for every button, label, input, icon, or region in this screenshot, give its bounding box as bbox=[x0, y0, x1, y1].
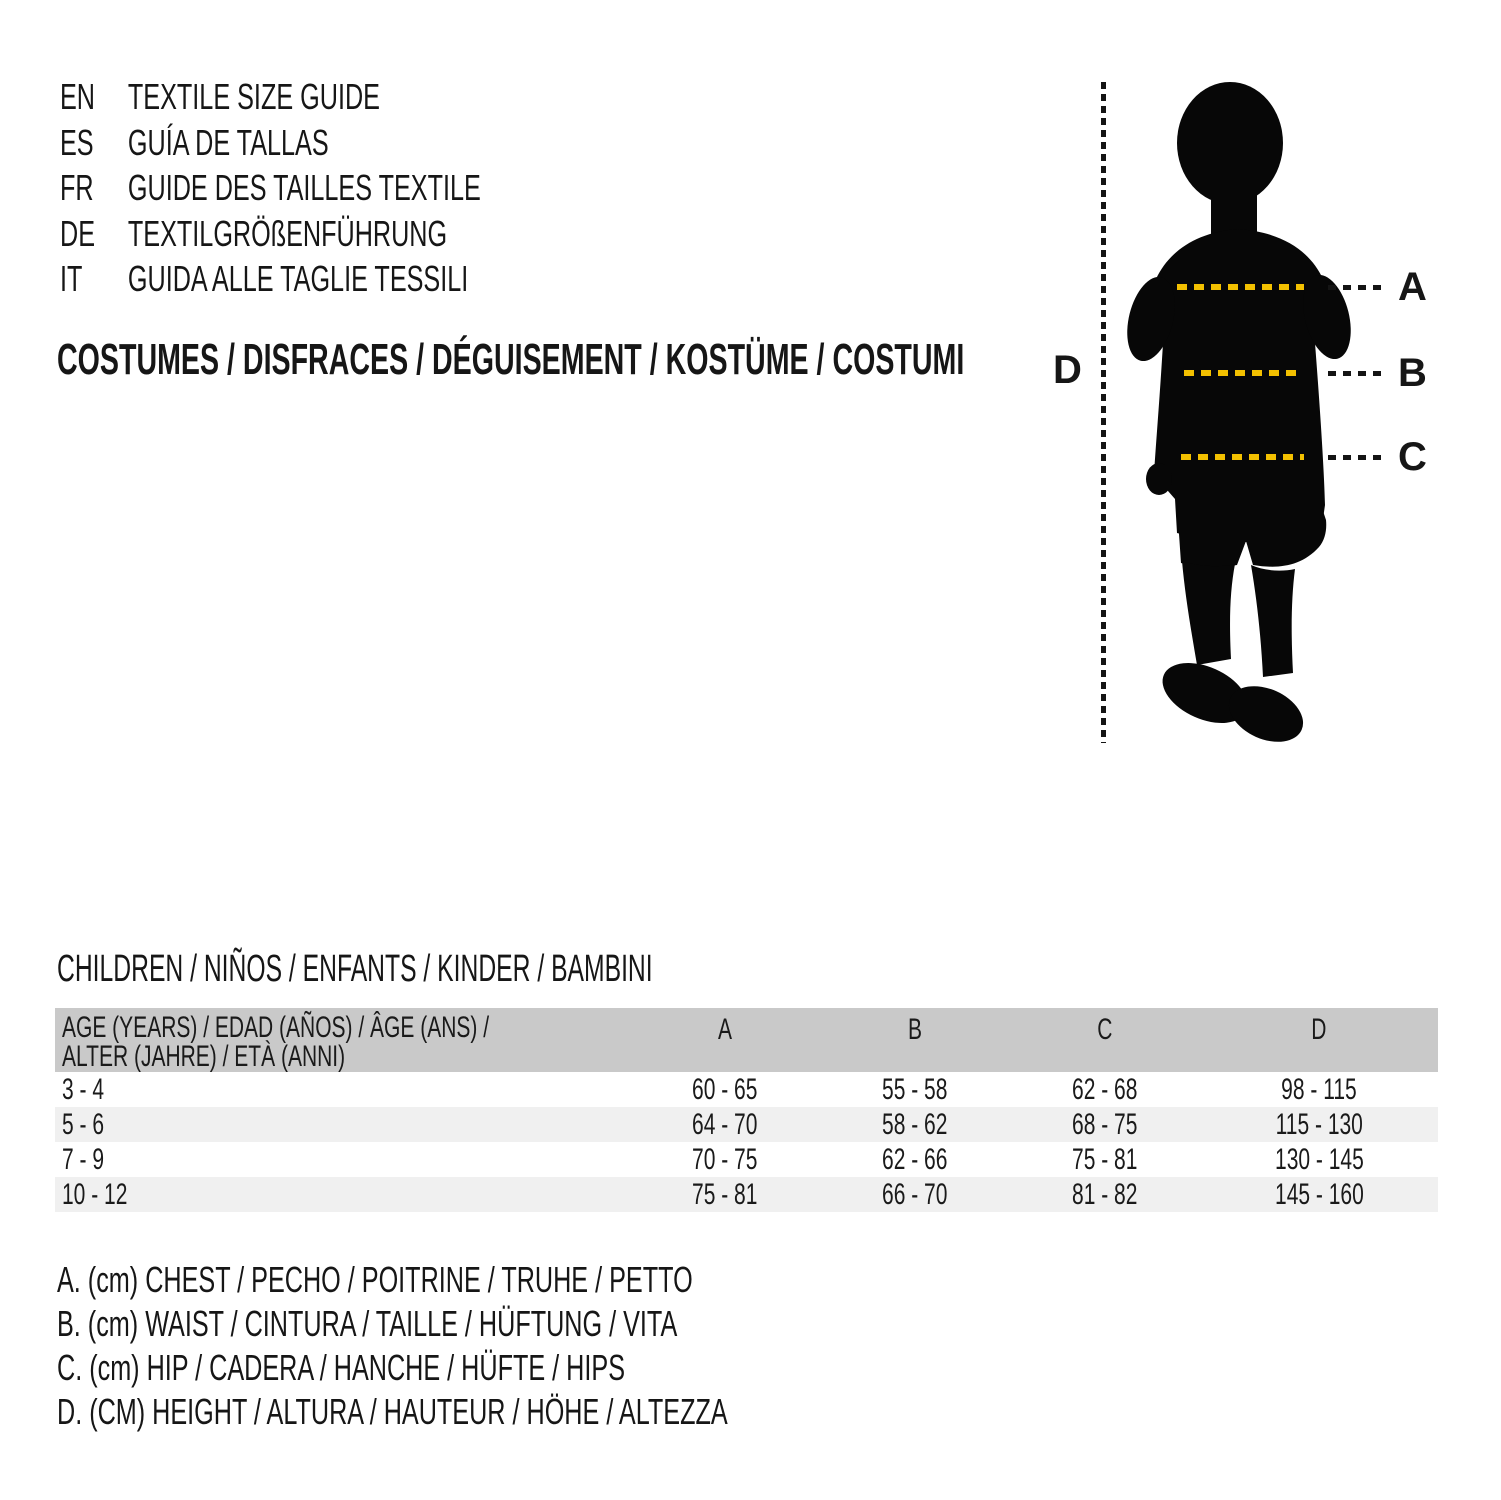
silhouette-shorts bbox=[1177, 505, 1326, 567]
language-label: GUÍA DE TALLAS bbox=[127, 121, 329, 163]
chest-cell: 60 - 65 bbox=[692, 1072, 758, 1106]
height-cell: 145 - 160 bbox=[1274, 1177, 1364, 1211]
age-column-header: AGE (YEARS) / EDAD (AÑOS) / ÂGE (ANS) / ALTER (JAHRE) / ETÀ (ANNI) bbox=[62, 1011, 490, 1073]
silhouette-torso bbox=[1142, 229, 1337, 542]
chest-cell: 75 - 81 bbox=[692, 1177, 758, 1211]
legend-item-hip: C. (cm) HIP / CADERA / HANCHE / HÜFTE / HIPS bbox=[57, 1347, 626, 1388]
legend-item-waist: B. (cm) WAIST / CINTURA / TAILLE / HÜFTUNG / VITA bbox=[57, 1303, 678, 1344]
language-code: IT bbox=[60, 258, 83, 299]
language-code: EN bbox=[60, 76, 96, 117]
column-header-a: A bbox=[717, 1013, 732, 1046]
age-cell: 10 - 12 bbox=[62, 1177, 128, 1211]
silhouette-head bbox=[1177, 82, 1283, 204]
chest-connector-line bbox=[1328, 285, 1386, 290]
hip-cell: 81 - 82 bbox=[1072, 1177, 1138, 1211]
hip-label-c: C bbox=[1398, 435, 1427, 479]
height-cell: 98 - 115 bbox=[1281, 1072, 1357, 1106]
hip-measure-line bbox=[1181, 454, 1304, 460]
language-label: GUIDA ALLE TAGLIE TESSILI bbox=[127, 258, 469, 299]
table-row bbox=[55, 1072, 1438, 1107]
age-cell: 7 - 9 bbox=[62, 1142, 105, 1176]
column-header-b: B bbox=[907, 1013, 922, 1046]
chest-measure-line bbox=[1177, 284, 1304, 290]
hip-connector-line bbox=[1328, 455, 1386, 460]
waist-label-b: B bbox=[1398, 351, 1427, 395]
waist-measure-line bbox=[1184, 370, 1298, 376]
chest-label-a: A bbox=[1398, 265, 1427, 309]
height-label-d: D bbox=[1053, 348, 1082, 392]
chest-cell: 70 - 75 bbox=[692, 1142, 758, 1176]
language-row bbox=[60, 211, 661, 257]
waist-cell: 66 - 70 bbox=[882, 1177, 948, 1211]
language-code: DE bbox=[60, 212, 96, 254]
hip-cell: 68 - 75 bbox=[1072, 1107, 1138, 1141]
child-silhouette-image bbox=[1125, 75, 1355, 747]
language-label: TEXTILGRÖßENFÜHRUNG bbox=[127, 212, 448, 254]
language-label: TEXTILE SIZE GUIDE bbox=[127, 76, 380, 117]
language-label: GUIDE DES TAILLES TEXTILE bbox=[127, 167, 481, 208]
height-dotted-line bbox=[1101, 82, 1106, 743]
children-size-table bbox=[55, 1008, 1438, 1212]
table-header-row bbox=[55, 1008, 1438, 1072]
waist-cell: 62 - 66 bbox=[882, 1142, 948, 1176]
age-cell: 3 - 4 bbox=[62, 1072, 105, 1106]
table-row bbox=[55, 1142, 1438, 1177]
silhouette-right-leg bbox=[1251, 565, 1295, 677]
column-header-d: D bbox=[1311, 1013, 1327, 1046]
children-section-title: CHILDREN / NIÑOS / ENFANTS / KINDER / BAMBINI bbox=[57, 948, 653, 990]
hip-cell: 62 - 68 bbox=[1072, 1072, 1138, 1106]
language-guide-list bbox=[60, 74, 661, 302]
language-code: FR bbox=[60, 167, 94, 208]
language-row bbox=[60, 165, 661, 211]
waist-connector-line bbox=[1328, 371, 1386, 376]
column-header-c: C bbox=[1097, 1013, 1113, 1046]
age-cell: 5 - 6 bbox=[62, 1107, 105, 1141]
language-row bbox=[60, 256, 661, 302]
silhouette-left-leg bbox=[1182, 561, 1235, 665]
chest-cell: 64 - 70 bbox=[692, 1107, 758, 1141]
language-row bbox=[60, 120, 661, 166]
height-cell: 115 - 130 bbox=[1275, 1107, 1363, 1141]
legend-item-height: D. (CM) HEIGHT / ALTURA / HAUTEUR / HÖHE / ALTEZZA bbox=[57, 1391, 728, 1432]
category-title: COSTUMES / DISFRACES / DÉGUISEMENT / KOSTÜME / COSTUMI bbox=[57, 335, 965, 384]
language-code: ES bbox=[60, 121, 94, 163]
language-row bbox=[60, 74, 661, 120]
measurement-legend bbox=[57, 1258, 1015, 1434]
table-row bbox=[55, 1177, 1438, 1212]
waist-cell: 55 - 58 bbox=[882, 1072, 948, 1106]
height-cell: 130 - 145 bbox=[1274, 1142, 1364, 1176]
hip-cell: 75 - 81 bbox=[1072, 1142, 1138, 1176]
legend-item-chest: A. (cm) CHEST / PECHO / POITRINE / TRUHE / PETTO bbox=[57, 1259, 693, 1300]
waist-cell: 58 - 62 bbox=[882, 1107, 948, 1141]
table-row bbox=[55, 1107, 1438, 1142]
silhouette-hand bbox=[1146, 463, 1172, 495]
